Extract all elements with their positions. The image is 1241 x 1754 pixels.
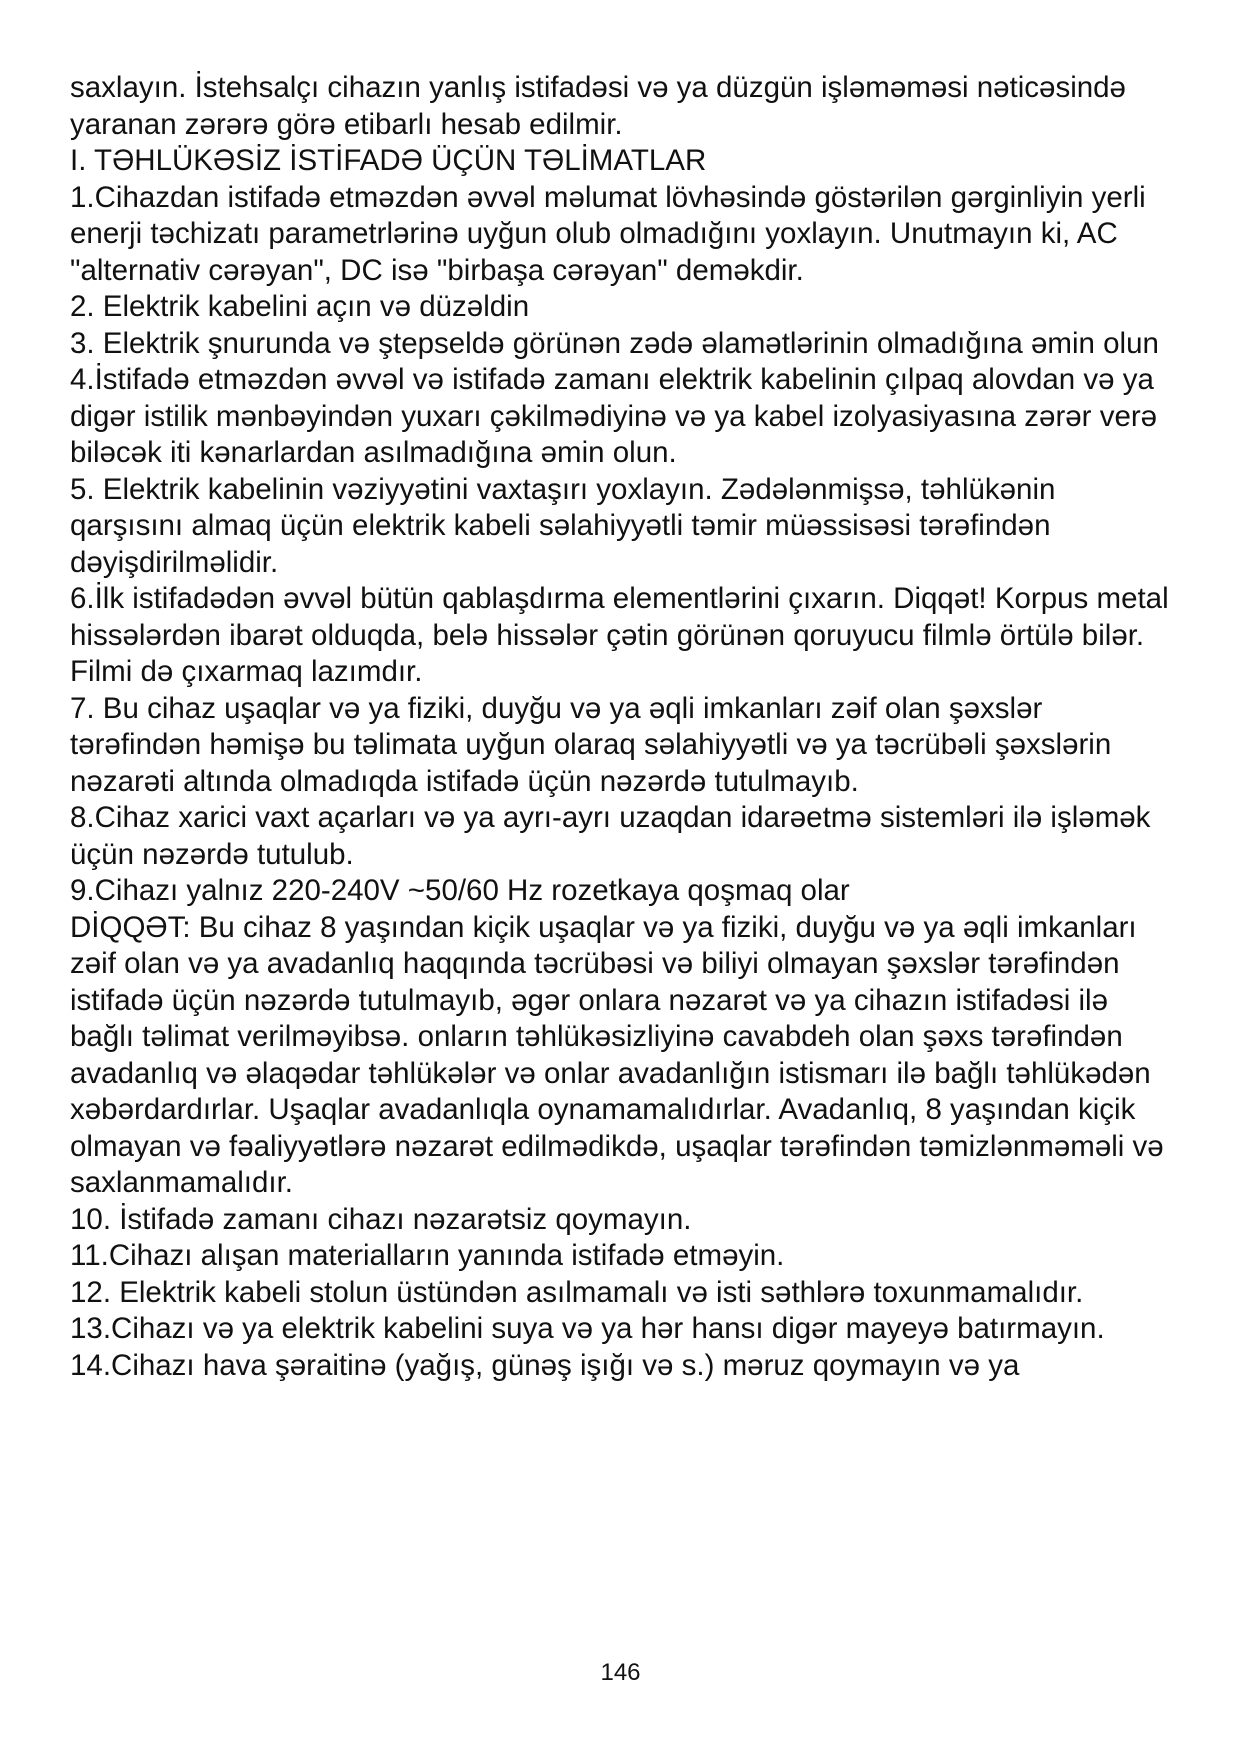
- instruction-14: 14.Cihazı hava şəraitinə (yağış, günəş işığı və s.) məruz qoymayın və ya: [70, 1348, 1020, 1382]
- instruction-10: 10. İstifadə zamanı cihazı nəzarətsiz qoymayın.: [70, 1202, 692, 1236]
- paragraph-intro: saxlayın. İstehsalçı cihazın yanlış istifadəsi və ya düzgün işləməməsi nəticəsində yaranan zərərə görə etibarlı hesab edilmir.: [70, 71, 1126, 141]
- instruction-5: 5. Elektrik kabelinin vəziyyətini vaxtaşırı yoxlayın. Zədələnmişsə, təhlükənin qarşısını almaq üçün elektrik kabeli səlahiyyətli təmir müəssisəsi tərəfindən dəyişdirilməlidir.: [70, 472, 1056, 579]
- instruction-13: 13.Cihazı və ya elektrik kabelini suya və ya hər hansı digər mayeyə batırmayın.: [70, 1312, 1105, 1345]
- body-text: [70, 70, 1170, 1384]
- instruction-12: 12. Elektrik kabeli stolun üstündən asılmamalı və isti səthlərə toxunmamalıdır.: [70, 1275, 1084, 1309]
- section-heading: I. TƏHLÜKƏSİZ İSTİFADƏ ÜÇÜN TƏLİMATLAR: [70, 144, 707, 177]
- warning-paragraph: DİQQƏT: Bu cihaz 8 yaşından kiçik uşaqlar və ya fiziki, duyğu və ya əqli imkanları zəif olan və ya avadanlıq haqqında təcrübəsi və biliyi olmayan şəxslər tərəfindən istifadə üçün nəzərdə tutulmayıb, əgər onlara nəzarət və ya cihazın istifadəsi ilə bağlı təlimat verilməyibsə. onların təhlükəsizliyinə cavabdeh olan şəxs tərəfindən avadanlıq və əlaqədar təhlükələr və onlar avadanlığın istismarı ilə bağlı təhlükədən xəbərdardırlar. Uşaqlar avadanlıqla oynamamalıdırlar. Avadanlıq, 8 yaşından kiçik olmayan və fəaliyyətlərə nəzarət edilmədikdə, uşaqlar tərəfindən təmizlənməməli və saxlanmamalıdır.: [70, 910, 1164, 1199]
- instruction-11: 11.Cihazı alışan materialların yanında istifadə etməyin.: [70, 1239, 785, 1272]
- page-number: 146: [600, 1659, 641, 1686]
- instruction-7: 7. Bu cihaz uşaqlar və ya fiziki, duyğu və ya əqli imkanları zəif olan şəxslər tərəfindən həmişə bu təlimata uyğun olaraq səlahiyyətli və ya təcrübəli şəxslərin nəzarəti altında olmadıqda istifadə üçün nəzərdə tutulmayıb.: [70, 691, 1112, 798]
- instruction-1: 1.Cihazdan istifadə etməzdən əvvəl məlumat lövhəsində göstərilən gərginliyin yerli enerji təchizatı parametrlərinə uyğun olub olmadığını yoxlayın. Unutmayın ki, AC "alternativ cərəyan", DC isə "birbaşa cərəyan" deməkdir.: [70, 180, 1146, 287]
- instruction-6: 6.İlk istifadədən əvvəl bütün qablaşdırma elementlərini çıxarın. Diqqət! Korpus metal hissələrdən ibarət olduqda, belə hissələr çətin görünən qoruyucu filmlə örtülə bilər. Filmi də çıxarmaq lazımdır.: [70, 582, 1169, 688]
- instruction-9: 9.Cihazı yalnız 220-240V ~50/60 Hz rozetkaya qoşmaq olar: [70, 874, 850, 907]
- instruction-2: 2. Elektrik kabelini açın və düzəldin: [70, 290, 530, 323]
- instruction-4: 4.İstifadə etməzdən əvvəl və istifadə zamanı elektrik kabelinin çılpaq alovdan və ya digər istilik mənbəyindən yuxarı çəkilmədiyinə və ya kabel izolyasiyasına zərər verə biləcək iti kənarlardan asılmadığına əmin olun.: [70, 363, 1158, 469]
- instruction-8: 8.Cihaz xarici vaxt açarları və ya ayrı-ayrı uzaqdan idarəetmə sistemləri ilə işləmək üçün nəzərdə tutulub.: [70, 801, 1151, 871]
- instruction-3: 3. Elektrik şnurunda və ştepseldə görünən zədə əlamətlərinin olmadığına əmin olun: [70, 326, 1159, 360]
